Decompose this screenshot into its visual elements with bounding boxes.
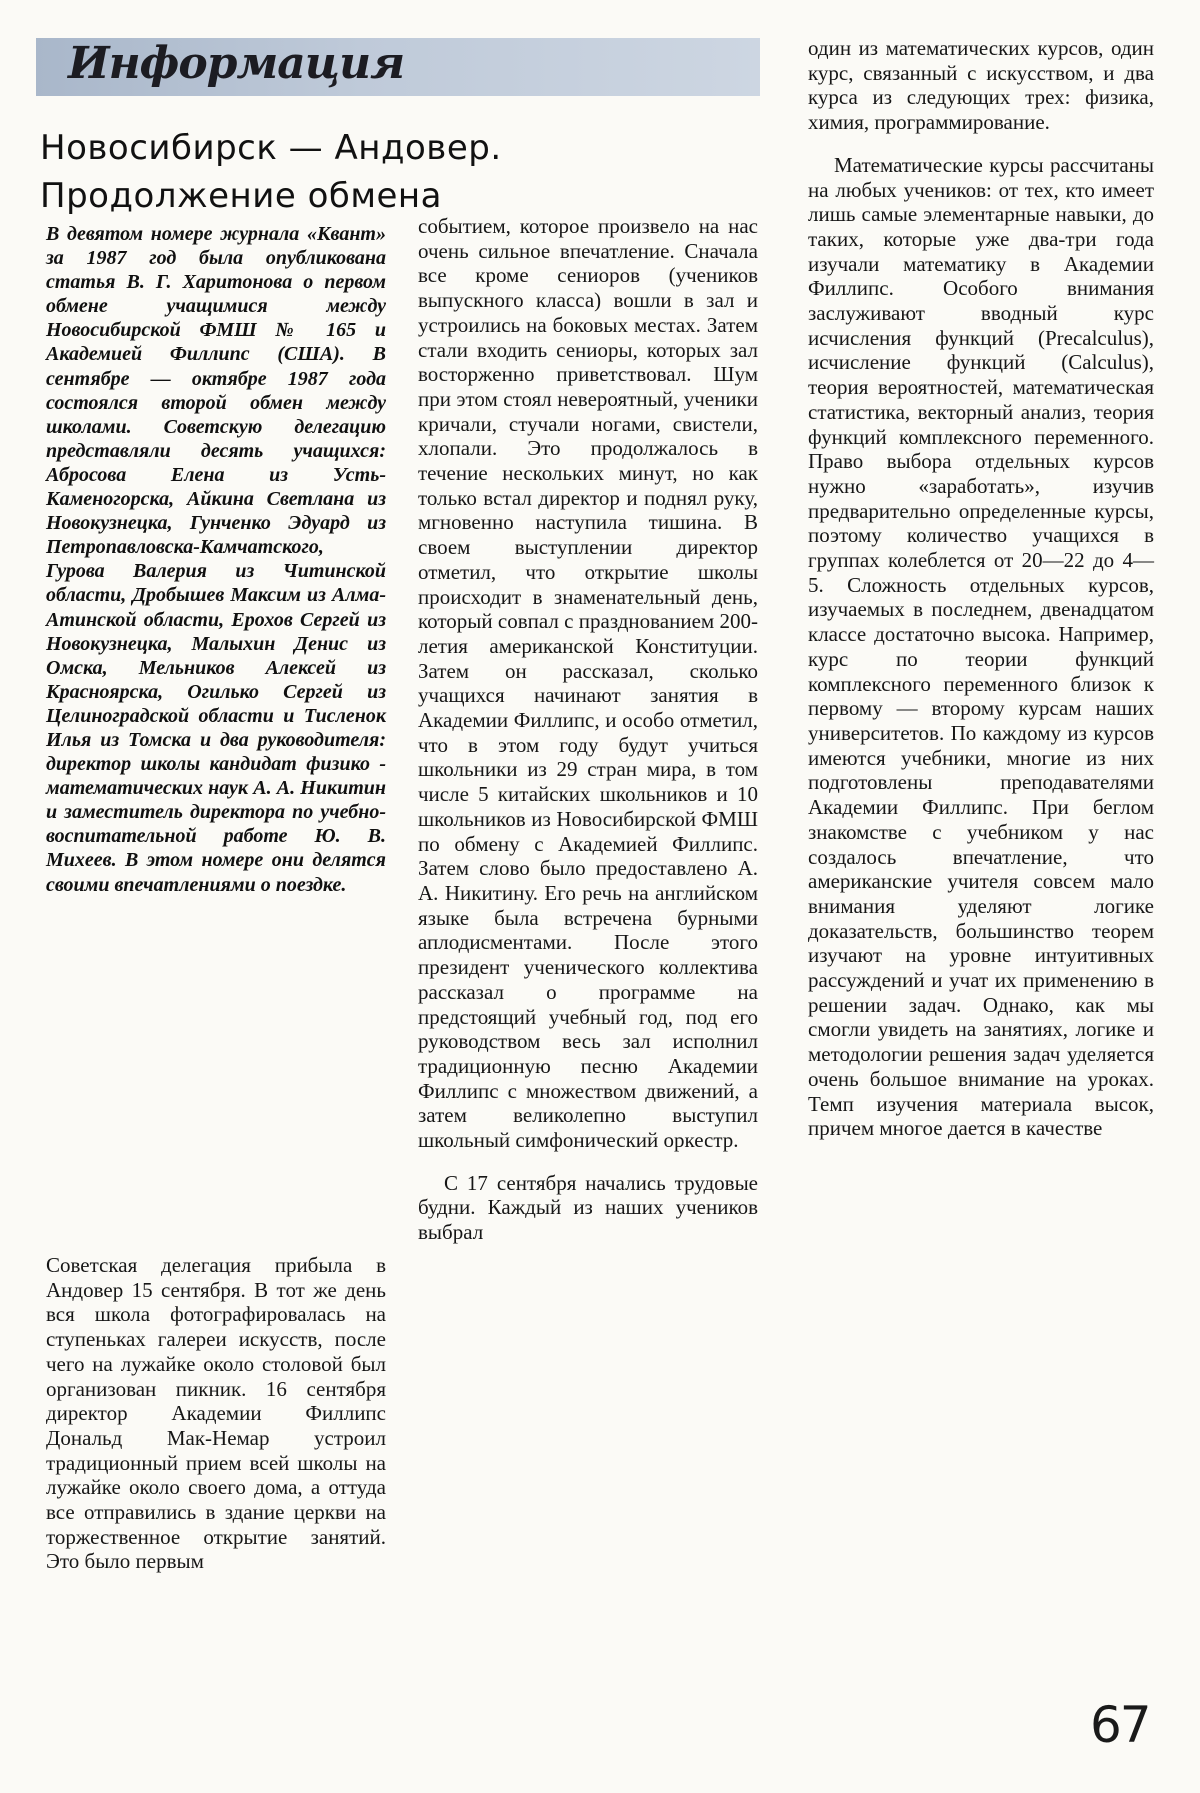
section-banner bbox=[36, 38, 760, 96]
article-title-line-1: Новосибирск — Андовер. bbox=[40, 128, 502, 168]
article-title-line-2: Продолжение обмена bbox=[40, 176, 442, 216]
page-number: 67 bbox=[1090, 1696, 1150, 1754]
article-title bbox=[40, 124, 600, 220]
body-text-column-2: событием, которое произвело на нас очень сильное впечатление. Сначала все кроме сениоров (учеников выпускного класса) вошли в зал и устроились на боковых местах. Затем стали входить сениоры, которых зал восторженно приветствовал. Шум при этом стоял невероятный, ученики кричали, стучали ногами, свистели, хлопали. Это продолжалось в течение нескольких минут, но как только встал директор и поднял руку, мгновенно наступила тишина. В своем выступлении директор отметил, что открытие школы происходит в знаменательный день, который совпал с празднованием 200-летия американской Конституции. Затем он рассказал, сколько учащихся начинают занятия в Академии Филлипс, и особо отметил, что в этом году будут учиться школьники из 29 стран мира, в том числе 5 китайских школьников и 10 школьников из Новосибирской ФМШ по обмену с Академией Филлипс. Затем слово было предоставлено А. А. Никитину. Его речь на английском языке была встречена бурными аплодисментами. После этого президент ученического коллектива рассказал о программе на предстоящий учебный год, под его руководством весь зал исполнил традиционную песню Академии Филлипс с множеством движений, а затем великолепно выступил школьный симфонический оркестр. bbox=[418, 214, 758, 1153]
paragraph-work-begins: С 17 сентября начались трудовые будни. Каждый из наших учеников выбрал bbox=[418, 1170, 758, 1245]
body-text-column-1: Советская делегация прибыла в Андовер 15 сентября. В тот же день вся школа фотографировалась на ступеньках галереи искусств, после чего на лужайке около столовой был организован пикник. 16 сентября директор Академии Филлипс Дональд Мак-Немар устроил традиционный прием всей школы на лужайке около своего дома, а оттуда все отправились в здание церкви на торжественное открытие занятий. Это было первым bbox=[46, 1253, 386, 1574]
article-lead: В девятом номере журнала «Квант» за 1987 год была опубликована статья В. Г. Харитонова о первом обмене учащимися между Новосибирской ФМШ № 165 и Академией Филлипс (США). В сентябре — октябре 1987 года состоялся второй обмен между школами. Советскую делегацию представляли десять учащихся: Абросова Елена из Усть-Каменогорска, Айкина Светлана из Новокузнецка, Гунченко Эдуард из Петропавловска-Камчатского, Гурова Валерия из Читинской области, Дробышев Максим из Алма-Атинской области, Ерохов Сергей из Новокузнецка, Малыхин Денис из Омска, Мельников Алексей из Красноярска, Огилько Сергей из Целиноградской области и Тисленок Илья из Томска и два руководителя: директор школы кандидат физико - математических наук А. А. Никитин и заместитель директора по учебно-воспитательной работе Ю. В. Михеев. В этом номере они делятся своими впечатлениями о поездке. bbox=[46, 223, 386, 896]
column-2 bbox=[418, 214, 758, 1245]
paragraph-math-courses: Математические курсы рассчитаны на любых учеников: от тех, кто имеет лишь самые элементарные навыки, до таких, которые уже два-три года изучали математику в Академии Филлипс. Особого внимания заслуживают вводный курс исчисления функций (Precalculus), исчисление функций (Calculus), теория вероятностей, математическая статистика, векторный анализ, теория функций комплексного переменного. Право выбора отдельных курсов нужно «заработать», изучив предварительно определенные курсы, поэтому количество учащихся в группах колеблется от 20—22 до 4—5. Сложность отдельных курсов, изучаемых в последнем, двенадцатом классе достаточно высока. Например, курс по теории функций комплексного переменного близок к первому — второму курсам наших университетов. По каждому из курсов имеются учебники, многие из них подготовлены преподавателями Академии Филлипс. При беглом знакомстве с учебником у нас создалось впечатление, что американские учителя совсем мало внимания уделяют логике доказательств, большинство теорем изучают на уровне интуитивных рассуждений и учат их применению в решении задач. Однако, как мы смогли увидеть на занятиях, логике и методологии решения задач уделяется очень большое внимание на уроках. Темп изучения материала высок, причем многое дается в качестве bbox=[808, 152, 1154, 1141]
body-text-column-3: один из математических курсов, один курс, связанный с искусством, и два курса из следующих трех: физика, химия, программирование. bbox=[808, 36, 1154, 135]
column-3 bbox=[808, 36, 1154, 1141]
section-label: Информация bbox=[68, 38, 405, 89]
